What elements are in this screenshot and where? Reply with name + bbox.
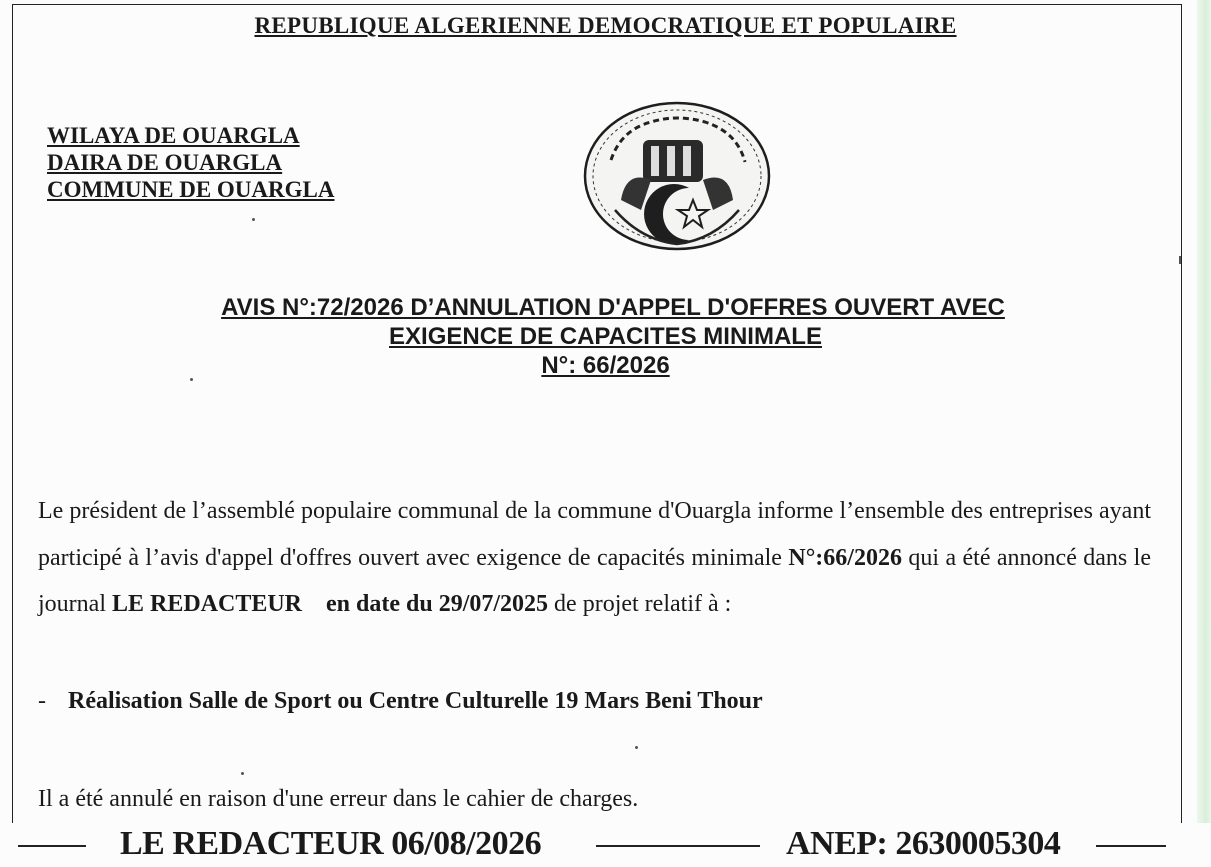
notice-title — [0, 293, 1211, 380]
body-announced: qui a été annoncé dans le journal — [38, 544, 1151, 617]
footer-bar — [0, 823, 1211, 867]
tender-reference: N°:66/2026 — [788, 544, 902, 571]
notice-body — [38, 488, 1151, 628]
notice-title-line1: AVIS N°:72/2026 D’ANNULATION D'APPEL D'OFFRES OUVERT AVEC — [221, 294, 1005, 321]
body-intro: Le président de l’assemblé populaire communal de la commune d'Ouargla informe l’ensemble des entreprises ayant participé à l’avis d'appel d'offres ouvert avec exigence de capacités minimale — [38, 498, 1151, 571]
republic-heading: REPUBLIQUE ALGERIENNE DEMOCRATIQUE ET POPULAIRE — [254, 13, 957, 38]
project-name: Réalisation Salle de Sport ou Centre Culturelle 19 Mars Beni Thour — [68, 688, 763, 714]
notice-title-line3: N°: 66/2026 — [541, 352, 670, 379]
footer-rule-middle — [596, 845, 760, 847]
commune-line: COMMUNE DE OUARGLA — [47, 177, 335, 202]
scan-speck — [190, 378, 193, 381]
scan-edge — [1197, 0, 1211, 867]
publication-date: en date du 29/07/2025 — [326, 591, 549, 617]
footer-anep-number: ANEP: 2630005304 — [786, 825, 1061, 862]
footer-rule-right — [1096, 845, 1166, 847]
algeria-emblem-icon — [581, 100, 773, 252]
scan-speck — [241, 772, 244, 775]
daira-line: DAIRA DE OUARGLA — [47, 150, 283, 175]
footer-publication: LE REDACTEUR 06/08/2026 — [120, 825, 542, 862]
wilaya-line: WILAYA DE OUARGLA — [47, 123, 300, 148]
administration-block — [47, 122, 335, 203]
journal-name: LE REDACTEUR — [111, 591, 303, 617]
notice-title-line2: EXIGENCE DE CAPACITES MINIMALE — [389, 323, 822, 350]
cancel-reason: Il a été annulé en raison d'une erreur dans le cahier de charges. — [38, 786, 639, 812]
scan-speck — [635, 746, 638, 749]
list-bullet: - — [38, 688, 46, 714]
body-project-intro: de projet relatif à : — [548, 591, 732, 617]
scan-speck — [1179, 256, 1181, 264]
scan-speck — [252, 218, 255, 221]
project-item — [38, 688, 763, 715]
footer-rule-left — [18, 845, 86, 847]
